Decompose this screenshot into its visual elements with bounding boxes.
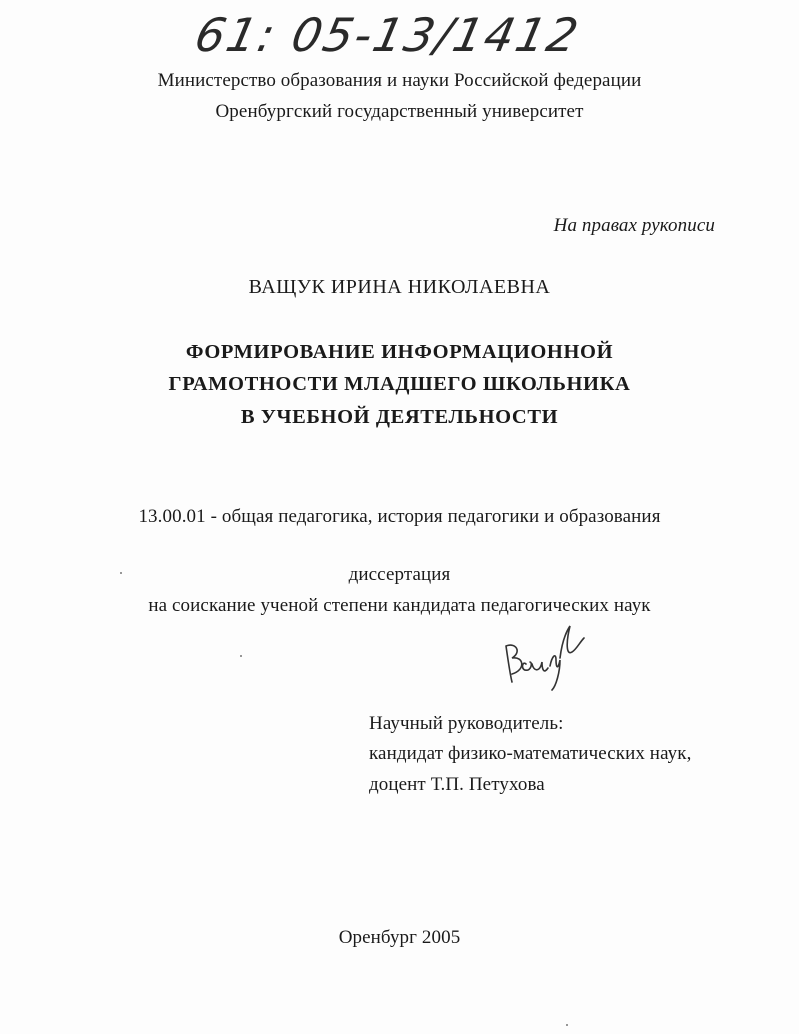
- manuscript-note: На правах рукописи: [553, 215, 715, 236]
- ministry-name: Министерство образования и науки Российской федерации: [157, 70, 642, 91]
- scan-speck: [566, 1024, 568, 1026]
- dissertation-purpose: на соискание ученой степени кандидата педагогических наук: [148, 595, 651, 616]
- title-line-1: ФОРМИРОВАНИЕ ИНФОРМАЦИОННОЙ: [185, 341, 614, 363]
- title-line-2: ГРАМОТНОСТИ МЛАДШЕГО ШКОЛЬНИКА: [168, 373, 631, 395]
- scan-speck: [240, 655, 242, 657]
- scan-speck: [120, 572, 122, 574]
- dissertation-label: диссертация: [348, 564, 451, 585]
- title-line-3: В УЧЕБНОЙ ДЕЯТЕЛЬНОСТИ: [240, 406, 559, 428]
- author-signature: [500, 612, 600, 692]
- handwritten-archive-number: [190, 8, 585, 78]
- archive-number-text: 61: 05-13/1412: [190, 8, 585, 62]
- university-name: Оренбургский государственный университет: [215, 101, 584, 122]
- author-name: ВАЩУК ИРИНА НИКОЛАЕВНА: [248, 276, 551, 298]
- supervisor-name: доцент Т.П. Петухова: [369, 774, 545, 795]
- city-year: Оренбург 2005: [338, 927, 461, 948]
- specialty-code: 13.00.01 - общая педагогика, история педагогики и образования: [138, 506, 661, 527]
- supervisor-label: Научный руководитель:: [369, 713, 564, 734]
- supervisor-degree: кандидат физико-математических наук,: [369, 743, 692, 764]
